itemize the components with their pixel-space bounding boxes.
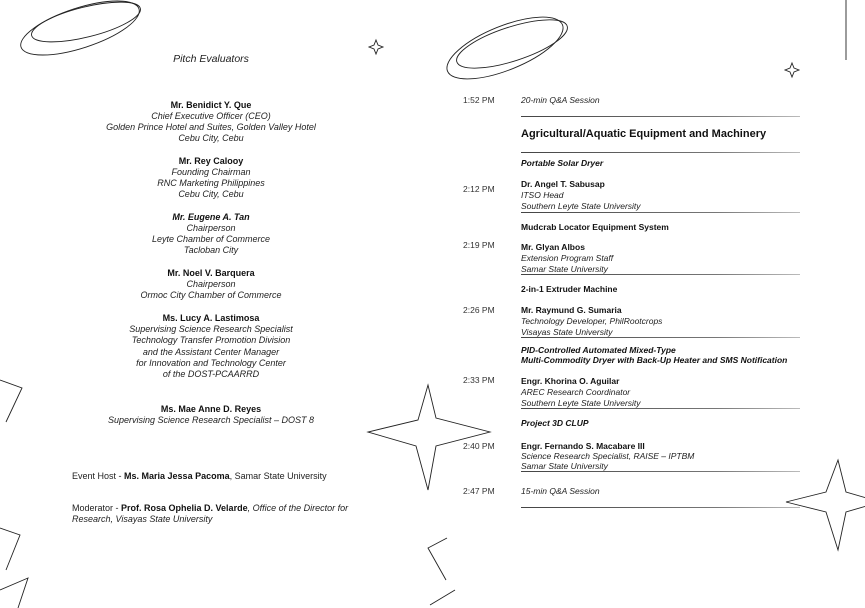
evaluator-name: Mr. Eugene A. Tan	[172, 212, 250, 222]
project-title: Project 3D CLUP	[521, 418, 589, 428]
project-title: PID-Controlled Automated Mixed-Type	[521, 345, 676, 355]
time: 2:40 PM	[463, 441, 495, 451]
project-title: Mudcrab Locator Equipment System	[521, 222, 669, 232]
moderator-label: Moderator -	[72, 503, 122, 513]
presenter-org: Southern Leyte State University	[521, 201, 641, 211]
presenter-name: Engr. Khorina O. Aguilar	[521, 376, 620, 386]
evaluator-detail: Supervising Science Research Specialist	[129, 324, 293, 334]
evaluator-detail: and the Assistant Center Manager	[142, 347, 280, 357]
star-icon	[786, 460, 865, 550]
section-title: Pitch Evaluators	[173, 53, 249, 65]
presenter-role: Extension Program Staff	[521, 253, 614, 263]
moderator-affiliation: , Office of the Director for	[247, 503, 349, 513]
evaluator-detail: Chairperson	[186, 279, 236, 289]
moderator-affiliation-cont: Research, Visayas State University	[72, 514, 213, 524]
evaluator-name: Ms. Mae Anne D. Reyes	[160, 404, 262, 414]
evaluator-detail: Leyte Chamber of Commerce	[151, 234, 271, 244]
project-title: Portable Solar Dryer	[521, 158, 604, 168]
evaluator-detail: for Innovation and Technology Center	[136, 358, 286, 368]
evaluator-detail: Technology Transfer Promotion Division	[131, 335, 291, 345]
qa-session: 15-min Q&A Session	[521, 486, 600, 496]
time: 2:12 PM	[463, 184, 495, 194]
host-label: Event Host -	[72, 471, 125, 481]
divider	[521, 337, 800, 338]
evaluator-name: Ms. Lucy A. Lastimosa	[162, 313, 260, 323]
evaluator-detail: Chairperson	[186, 223, 236, 233]
evaluator-detail: Golden Prince Hotel and Suites, Golden Valley Hotel	[106, 122, 316, 132]
divider	[521, 471, 800, 472]
host-name: Ms. Maria Jessa Pacoma	[124, 471, 230, 481]
evaluator-detail: Cebu City, Cebu	[178, 133, 244, 143]
divider	[521, 408, 800, 409]
sparkle-icon	[785, 63, 799, 77]
time: 2:47 PM	[463, 486, 495, 496]
presenter-name: Dr. Angel T. Sabusap	[521, 179, 605, 189]
presenter-role: Technology Developer, PhilRootcrops	[521, 316, 663, 326]
evaluator-name: Mr. Rey Calooy	[178, 156, 244, 166]
divider	[521, 507, 800, 508]
star-icon	[368, 385, 490, 490]
moderator-name: Prof. Rosa Ophelia D. Velarde	[121, 503, 248, 513]
project-title-cont: Multi-Commodity Dryer with Back-Up Heater and SMS Notification	[521, 355, 788, 365]
qa-session: 20-min Q&A Session	[521, 95, 600, 105]
evaluator-detail: Chief Executive Officer (CEO)	[151, 111, 271, 121]
event-host	[72, 471, 327, 482]
category-heading: Agricultural/Aquatic Equipment and Machinery	[521, 128, 767, 140]
presenter-role: ITSO Head	[521, 190, 564, 200]
time: 2:26 PM	[463, 305, 495, 315]
host-affiliation: , Samar State University	[229, 471, 327, 481]
presenter-role: AREC Research Coordinator	[521, 387, 631, 397]
orbit-ellipse-icon	[439, 4, 570, 91]
presenter-org: Samar State University	[521, 264, 608, 274]
evaluator-name: Mr. Benidict Y. Que	[170, 100, 252, 110]
moderator	[72, 503, 348, 514]
presenter-org: Samar State University	[521, 461, 608, 471]
divider	[521, 274, 800, 275]
evaluator-name: Mr. Noel V. Barquera	[167, 268, 255, 278]
presenter-org: Southern Leyte State University	[521, 398, 641, 408]
divider	[521, 116, 800, 117]
divider	[521, 152, 800, 153]
presenter-name: Mr. Glyan Albos	[521, 242, 585, 252]
evaluator-detail: Tacloban City	[183, 245, 239, 255]
orbit-ellipse-icon	[28, 0, 144, 50]
project-title: 2-in-1 Extruder Machine	[521, 284, 618, 294]
orbit-ellipse-icon	[15, 0, 145, 66]
time: 2:33 PM	[463, 375, 495, 385]
evaluator-detail: Cebu City, Cebu	[178, 189, 244, 199]
time: 2:19 PM	[463, 240, 495, 250]
presenter-role: Science Research Specialist, RAISE – IPTBM	[521, 451, 695, 461]
evaluator-detail: RNC Marketing Philippines	[157, 178, 265, 188]
presenter-org: Visayas State University	[521, 327, 613, 337]
evaluator-detail: Ormoc City Chamber of Commerce	[140, 290, 282, 300]
presenter-name: Engr. Fernando S. Macabare III	[521, 441, 645, 451]
presenter-name: Mr. Raymund G. Sumaria	[521, 305, 622, 315]
evaluator-detail: Founding Chairman	[171, 167, 251, 177]
divider	[521, 212, 800, 213]
evaluator-detail: Supervising Science Research Specialist – DOST 8	[107, 415, 315, 425]
sparkle-icon	[369, 40, 383, 54]
time: 1:52 PM	[463, 95, 495, 105]
orbit-ellipse-icon	[452, 10, 573, 78]
evaluator-detail: of the DOST-PCAARRD	[162, 369, 260, 379]
